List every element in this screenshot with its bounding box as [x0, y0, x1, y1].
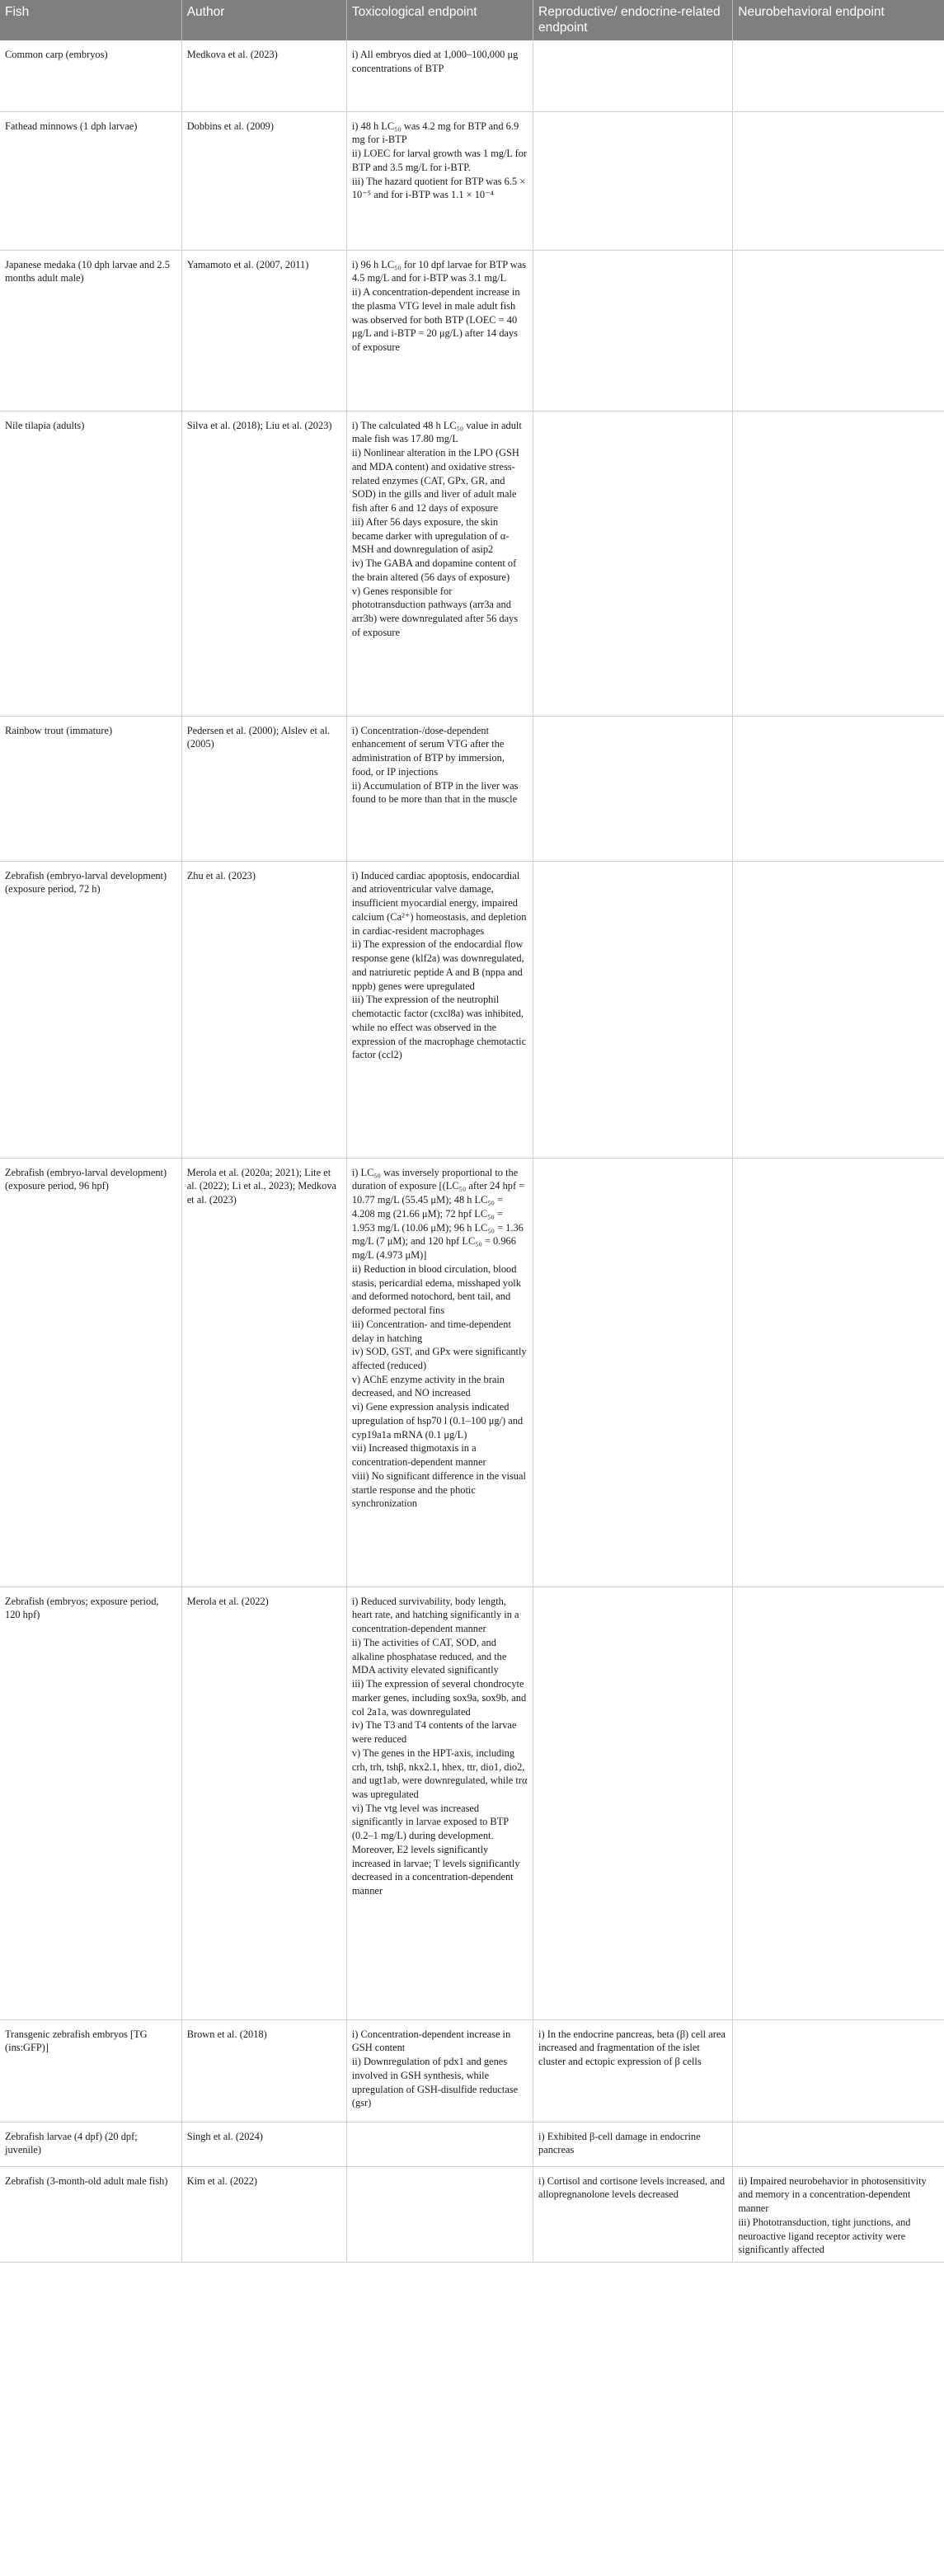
tox-point: i) Concentration-dependent increase in GSH content [351, 2028, 511, 2054]
tox-point: iv) The GABA and dopamine content of the brain altered (56 days of exposure) [351, 557, 517, 583]
tox-point: ii) Accumulation of BTP in the liver was found to be more than that in the muscle [351, 779, 519, 806]
author-cell: Medkova et al. (2023) [181, 40, 346, 111]
neuro-cell [733, 250, 944, 411]
author-cell: Pedersen et al. (2000); Alslev et al. (2005) [181, 716, 346, 861]
author-cell: Silva et al. (2018); Liu et al. (2023) [181, 411, 346, 716]
tox-cell [346, 40, 533, 111]
fish-cell: Zebrafish larvae (4 dpf) (20 dpf; juvenile) [0, 2122, 181, 2166]
neuro-point: ii) Impaired neurobehavior in photosensitivity and memory in a concentration-dependent manner [738, 2174, 927, 2215]
repro-cell [533, 2122, 733, 2166]
fish-cell: Fathead minnows (1 dph larvae) [0, 111, 181, 250]
fish-cell: Rainbow trout (immature) [0, 716, 181, 861]
table-row [0, 411, 944, 716]
header-neurobehavioral-endpoint: Neurobehavioral endpoint [733, 0, 944, 40]
table-row [0, 2166, 944, 2262]
table-row [0, 716, 944, 861]
tox-cell [346, 861, 533, 1158]
tox-point: ii) The activities of CAT, SOD, and alkaline phosphatase reduced, and the MDA activity elevated significantly [351, 1636, 507, 1676]
table-row [0, 40, 944, 111]
tox-point: i) Concentration-/dose-dependent enhancement of serum VTG after the administration of BTP by immersion, food, or IP injections [351, 724, 505, 778]
fish-cell: Zebrafish (embryo-larval development) (exposure period, 96 hpf) [0, 1158, 181, 1586]
tox-cell [346, 411, 533, 716]
tox-point: viii) No significant difference in the visual startle response and the photic synchronization [351, 1469, 526, 1510]
table-body [0, 40, 944, 2262]
repro-cell [533, 716, 733, 861]
repro-point: i) In the endocrine pancreas, beta (β) cell area increased and fragmentation of the islet cluster and ectopic expression of β cells [538, 2028, 726, 2068]
fish-cell: Zebrafish (3-month-old adult male fish) [0, 2166, 181, 2262]
author-cell: Merola et al. (2022) [181, 1586, 346, 2019]
header-toxicological-endpoint: Toxicological endpoint [346, 0, 533, 40]
tox-point: iii) The expression of the neutrophil chemotactic factor (cxcl8a) was inhibited, while no effect was observed in the expression of the macrophage chemotactic factor (ccl2) [351, 994, 527, 1061]
tox-cell [346, 2122, 533, 2166]
neuro-cell [733, 40, 944, 111]
tox-cell [346, 1586, 533, 2019]
header-reproductive-endpoint: Reproductive/ endocrine-related endpoint [533, 0, 733, 40]
neuro-cell [733, 2122, 944, 2166]
tox-cell [346, 2166, 533, 2262]
author-cell: Merola et al. (2020a; 2021); Lite et al. (2022); Li et al., 2023); Medkova et al. (2023) [181, 1158, 346, 1586]
tox-point: vii) Increased thigmotaxis in a concentration-dependent manner [351, 1442, 486, 1469]
tox-point: vi) The vtg level was increased significantly in larvae exposed to BTP (0.2–1 mg/L) during development. Moreover, E2 levels significantly increased in larvae; T levels significantly decreased in a concentration-dependent manner [351, 1802, 520, 1897]
tox-point: ii) Downregulation of pdx1 and genes involved in GSH synthesis, while upregulation of GSH-disulfide reductase (gsr) [351, 2056, 519, 2109]
tox-point: iii) The hazard quotient for BTP was 6.5 × 10⁻⁵ and for i-BTP was 1.1 × 10⁻⁴ [351, 175, 526, 201]
header-author: Author [181, 0, 346, 40]
tox-point: v) AChE enzyme activity in the brain decreased, and NO increased [351, 1373, 505, 1399]
tox-point: i) All embryos died at 1,000–100,000 μg concentrations of BTP [351, 49, 519, 74]
tox-point: ii) A concentration-dependent increase in the plasma VTG level in male adult fish was observed for both BTP (LOEC = 40 μg/L and i-BTP = 20 μg/L) after 14 days of exposure [351, 286, 520, 354]
tox-point: ii) The expression of the endocardial flow response gene (klf2a) was downregulated, and natriuretic peptide A and B (nppa and nppb) genes were upregulated [351, 938, 524, 992]
tox-point: i) The calculated 48 h LC₅₀ value in adult male fish was 17.80 mg/L [351, 419, 522, 445]
table-row [0, 1158, 944, 1586]
neuro-cell [733, 2166, 944, 2262]
table-row [0, 111, 944, 250]
neuro-point: iii) Phototransduction, tight junctions, and neuroactive ligand receptor activity were significantly affected [738, 2216, 911, 2256]
neuro-cell [733, 1158, 944, 1586]
fish-cell: Japanese medaka (10 dph larvae and 2.5 months adult male) [0, 250, 181, 411]
neuro-cell [733, 411, 944, 716]
repro-point: i) Exhibited β-cell damage in endocrine pancreas [538, 2130, 701, 2156]
neuro-cell [733, 1586, 944, 2019]
tox-point: iii) After 56 days exposure, the skin became darker with upregulation of α-MSH and downregulation of asip2 [351, 515, 510, 556]
table-row [0, 2019, 944, 2122]
table-row [0, 861, 944, 1158]
author-cell: Yamamoto et al. (2007, 2011) [181, 250, 346, 411]
tox-cell [346, 111, 533, 250]
tox-point: i) 96 h LC₅₀ for 10 dpf larvae for BTP was 4.5 mg/L and for i-BTP was 3.1 mg/L [351, 258, 527, 284]
neuro-cell [733, 861, 944, 1158]
fish-cell: Common carp (embryos) [0, 40, 181, 111]
tox-point: iii) Concentration- and time-dependent delay in hatching [351, 1318, 511, 1344]
header-fish: Fish [0, 0, 181, 40]
repro-cell [533, 861, 733, 1158]
repro-cell [533, 411, 733, 716]
tox-cell [346, 1158, 533, 1586]
repro-cell [533, 2166, 733, 2262]
fish-cell: Zebrafish (embryos; exposure period, 120 hpf) [0, 1586, 181, 2019]
tox-point: ii) Nonlinear alteration in the LPO (GSH and MDA content) and oxidative stress-related enzymes (CAT, GPx, GR, and SOD) in the gills and liver of adult male fish after 6 and 12 days of exposure [351, 447, 519, 515]
author-cell: Singh et al. (2024) [181, 2122, 346, 2166]
author-cell: Brown et al. (2018) [181, 2019, 346, 2122]
table-row [0, 1586, 944, 2019]
repro-cell [533, 40, 733, 111]
author-cell: Dobbins et al. (2009) [181, 111, 346, 250]
tox-point: v) The genes in the HPT-axis, including crh, trh, tshβ, nkx2.1, hhex, ttr, dio1, dio2, and ugt1ab, were downregulated, while trα was upregulated [351, 1746, 528, 1800]
repro-cell [533, 111, 733, 250]
neuro-cell [733, 716, 944, 861]
fish-cell: Transgenic zebrafish embryos [TG (ins:GFP)] [0, 2019, 181, 2122]
neuro-cell [733, 111, 944, 250]
table-row [0, 2122, 944, 2166]
tox-point: ii) LOEC for larval growth was 1 mg/L for BTP and 3.5 mg/L for i-BTP. [351, 148, 528, 173]
repro-point: i) Cortisol and cortisone levels increased, and allopregnanolone levels decreased [538, 2174, 726, 2201]
tox-point: i) Reduced survivability, body length, heart rate, and hatching significantly in a concentration-dependent manner [351, 1595, 519, 1635]
author-cell: Zhu et al. (2023) [181, 861, 346, 1158]
tox-cell [346, 2019, 533, 2122]
table-row [0, 250, 944, 411]
fish-cell: Zebrafish (embryo-larval development) (exposure period, 72 h) [0, 861, 181, 1158]
tox-cell [346, 250, 533, 411]
repro-cell [533, 1586, 733, 2019]
tox-point: v) Genes responsible for phototransduction pathways (arr3a and arr3b) were downregulated after 56 days of exposure [351, 585, 519, 638]
tox-point: i) Induced cardiac apoptosis, endocardial and atrioventricular valve damage, insufficient myocardial energy, impaired calcium (Ca²⁺) homeostasis, and depletion in cardiac-resident macrophages [351, 869, 527, 937]
neuro-cell [733, 2019, 944, 2122]
tox-point: vi) Gene expression analysis indicated upregulation of hsp70 l (0.1–100 μg/) and cyp19a1a mRNA (0.1 μg/L) [351, 1401, 524, 1441]
repro-cell [533, 250, 733, 411]
tox-point: i) 48 h LC₅₀ was 4.2 mg for BTP and 6.9 mg for i-BTP [351, 120, 519, 146]
header-row [0, 0, 944, 40]
repro-cell [533, 1158, 733, 1586]
tox-point: i) LC₅₀ was inversely proportional to the duration of exposure [(LC₅₀ after 24 hpf = 10.77 mg/L (55.45 μM); 48 h LC₅₀ = 4.208 mg (21.66 μM); 72 hpf LC₅₀ = 1.953 mg/L (10.06 μM); 96 h LC₅₀ = 1.36 mg/L (7 μM); and 120 hpf LC₅₀ = 0.966 mg/L (4.973 μM)] [351, 1166, 525, 1262]
tox-point: iv) The T3 and T4 contents of the larvae were reduced [351, 1719, 517, 1746]
fish-cell: Nile tilapia (adults) [0, 411, 181, 716]
table-header [0, 0, 944, 40]
tox-point: iv) SOD, GST, and GPx were significantly affected (reduced) [351, 1346, 527, 1371]
repro-cell [533, 2019, 733, 2122]
tox-point: iii) The expression of several chondrocyte marker genes, including sox9a, sox9b, and col 2a1a, was downregulated [351, 1678, 527, 1718]
author-cell: Kim et al. (2022) [181, 2166, 346, 2262]
tox-point: ii) Reduction in blood circulation, blood stasis, pericardial edema, misshaped yolk and deformed notochord, bent tail, and deformed pectoral fins [351, 1262, 521, 1317]
tox-cell [346, 716, 533, 861]
